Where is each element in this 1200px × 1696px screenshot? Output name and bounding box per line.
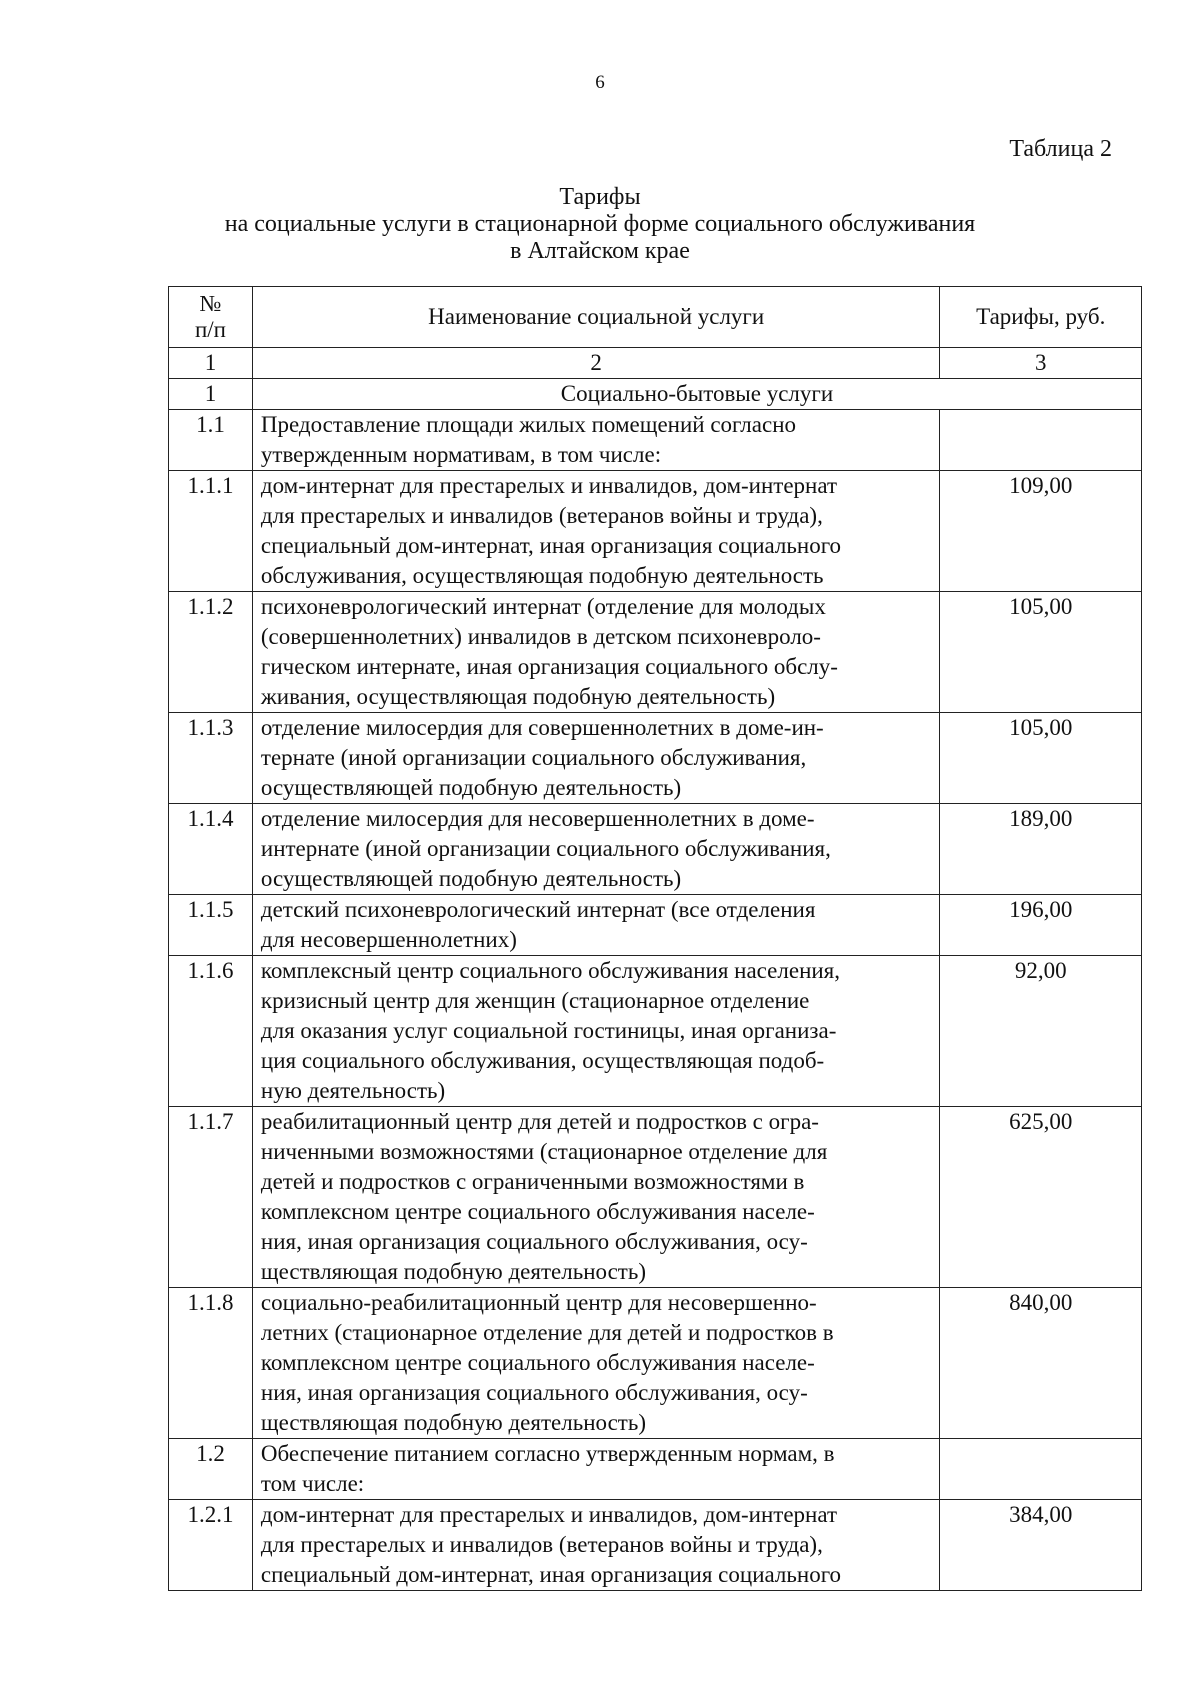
table-row: [169, 410, 1142, 471]
service-name-line: для оказания услуг социальной гостиницы, иная организа-: [260, 1018, 837, 1043]
service-name-line: детей и подростков с ограниченными возможностями в: [260, 1169, 805, 1194]
service-name-line: том числе:: [260, 1471, 365, 1496]
service-name-line: ния, иная организация социального обслуживания, осу-: [260, 1229, 808, 1254]
title-line-3: в Алтайском крае: [510, 238, 690, 264]
table-row: [169, 1439, 1142, 1500]
header-num-line-1: №: [199, 291, 222, 316]
row-num: 1.1.6: [169, 956, 253, 1107]
title-line-1: Тарифы: [559, 184, 641, 210]
service-name-line: реабилитационный центр для детей и подростков с огра-: [260, 1109, 819, 1134]
service-name-line: ществляющая подобную деятельность): [260, 1410, 646, 1435]
section-name: Социально-бытовые услуги: [252, 379, 1141, 410]
service-name-line: осуществляющей подобную деятельность): [260, 775, 682, 800]
service-name-line: кризисный центр для женщин (стационарное отделение: [260, 988, 810, 1013]
document-title: [0, 184, 1200, 265]
section-num: 1: [169, 379, 253, 410]
service-name-line: дом-интернат для престарелых и инвалидов, дом-интернат: [260, 1502, 838, 1527]
row-service-name: [252, 713, 940, 804]
row-tariff: [940, 410, 1142, 471]
row-service-name: [252, 592, 940, 713]
row-num: 1.2.1: [169, 1500, 253, 1591]
table-row: [169, 1288, 1142, 1439]
row-tariff: 105,00: [940, 592, 1142, 713]
service-name-line: Обеспечение питанием согласно утвержденным нормам, в: [260, 1441, 835, 1466]
service-name-line: ную деятельность): [260, 1078, 446, 1103]
service-name-line: для несовершеннолетних): [260, 927, 517, 952]
service-name-line: осуществляющей подобную деятельность): [260, 866, 682, 891]
row-service-name: [252, 895, 940, 956]
header-name: Наименование социальной услуги: [252, 287, 940, 348]
row-service-name: [252, 1439, 940, 1500]
service-name-line: обслуживания, осуществляющая подобную деятельность: [260, 563, 824, 588]
service-name-line: дом-интернат для престарелых и инвалидов, дом-интернат: [260, 473, 838, 498]
title-line-2: на социальные услуги в стационарной форме социального обслуживания: [224, 211, 976, 237]
row-service-name: [252, 956, 940, 1107]
table-row: [169, 1500, 1142, 1591]
service-name-line: утвержденным нормативам, в том числе:: [260, 442, 662, 467]
row-num: 1.1.1: [169, 471, 253, 592]
service-name-line: (совершеннолетних) инвалидов в детском психоневроло-: [260, 624, 821, 649]
row-tariff: 189,00: [940, 804, 1142, 895]
section-row: [169, 379, 1142, 410]
row-num: 1.2: [169, 1439, 253, 1500]
row-tariff: 625,00: [940, 1107, 1142, 1288]
service-name-line: ниченными возможностями (стационарное отделение для: [260, 1139, 828, 1164]
row-tariff: 196,00: [940, 895, 1142, 956]
row-num: 1.1: [169, 410, 253, 471]
service-name-line: отделение милосердия для совершеннолетних в доме-ин-: [260, 715, 824, 740]
table-row: [169, 713, 1142, 804]
row-tariff: 105,00: [940, 713, 1142, 804]
row-service-name: [252, 471, 940, 592]
service-name-line: комплексном центре социального обслуживания населе-: [260, 1350, 815, 1375]
service-name-line: гическом интернате, иная организация социального обслу-: [260, 654, 838, 679]
row-service-name: [252, 1107, 940, 1288]
column-numbers-row: [169, 348, 1142, 379]
service-name-line: ция социального обслуживания, осуществляющая подоб-: [260, 1048, 825, 1073]
service-name-line: комплексный центр социального обслуживания населения,: [260, 958, 841, 983]
service-name-line: летних (стационарное отделение для детей и подростков в: [260, 1320, 834, 1345]
service-name-line: комплексном центре социального обслуживания населе-: [260, 1199, 815, 1224]
header-tariff: Тарифы, руб.: [940, 287, 1142, 348]
header-num-line-2: п/п: [194, 317, 226, 342]
tariffs-table: [168, 286, 1142, 1591]
row-num: 1.1.5: [169, 895, 253, 956]
column-number-3: 3: [940, 348, 1142, 379]
service-name-line: специальный дом-интернат, иная организация социального: [260, 1562, 842, 1587]
service-name-line: социально-реабилитационный центр для несовершенно-: [260, 1290, 817, 1315]
service-name-line: для престарелых и инвалидов (ветеранов войны и труда),: [260, 503, 823, 528]
table-header-row: [169, 287, 1142, 348]
row-service-name: [252, 804, 940, 895]
table-row: [169, 895, 1142, 956]
service-name-line: психоневрологический интернат (отделение для молодых: [260, 594, 826, 619]
table-row: [169, 471, 1142, 592]
service-name-line: интернате (иной организации социального обслуживания,: [260, 836, 831, 861]
row-service-name: [252, 1500, 940, 1591]
service-name-line: детский психоневрологический интернат (все отделения: [260, 897, 816, 922]
row-num: 1.1.2: [169, 592, 253, 713]
row-tariff: [940, 1439, 1142, 1500]
service-name-line: для престарелых и инвалидов (ветеранов войны и труда),: [260, 1532, 823, 1557]
row-num: 1.1.7: [169, 1107, 253, 1288]
row-tariff: 384,00: [940, 1500, 1142, 1591]
row-num: 1.1.3: [169, 713, 253, 804]
service-name-line: специальный дом-интернат, иная организация социального: [260, 533, 842, 558]
service-name-line: ществляющая подобную деятельность): [260, 1259, 646, 1284]
table-label: Таблица 2: [1009, 136, 1112, 162]
table-row: [169, 1107, 1142, 1288]
row-tariff: 840,00: [940, 1288, 1142, 1439]
service-name-line: ния, иная организация социального обслуживания, осу-: [260, 1380, 808, 1405]
row-num: 1.1.4: [169, 804, 253, 895]
table-row: [169, 592, 1142, 713]
row-tariff: 92,00: [940, 956, 1142, 1107]
service-name-line: Предоставление площади жилых помещений согласно: [260, 412, 796, 437]
service-name-line: живания, осуществляющая подобную деятельность): [260, 684, 776, 709]
service-name-line: тернате (иной организации социального обслуживания,: [260, 745, 807, 770]
column-number-2: 2: [252, 348, 940, 379]
row-tariff: 109,00: [940, 471, 1142, 592]
row-service-name: [252, 410, 940, 471]
table-row: [169, 956, 1142, 1107]
table-row: [169, 804, 1142, 895]
row-service-name: [252, 1288, 940, 1439]
service-name-line: отделение милосердия для несовершеннолетних в доме-: [260, 806, 815, 831]
page-number: 6: [595, 72, 605, 93]
column-number-1: 1: [169, 348, 253, 379]
row-num: 1.1.8: [169, 1288, 253, 1439]
header-num: [169, 287, 253, 348]
